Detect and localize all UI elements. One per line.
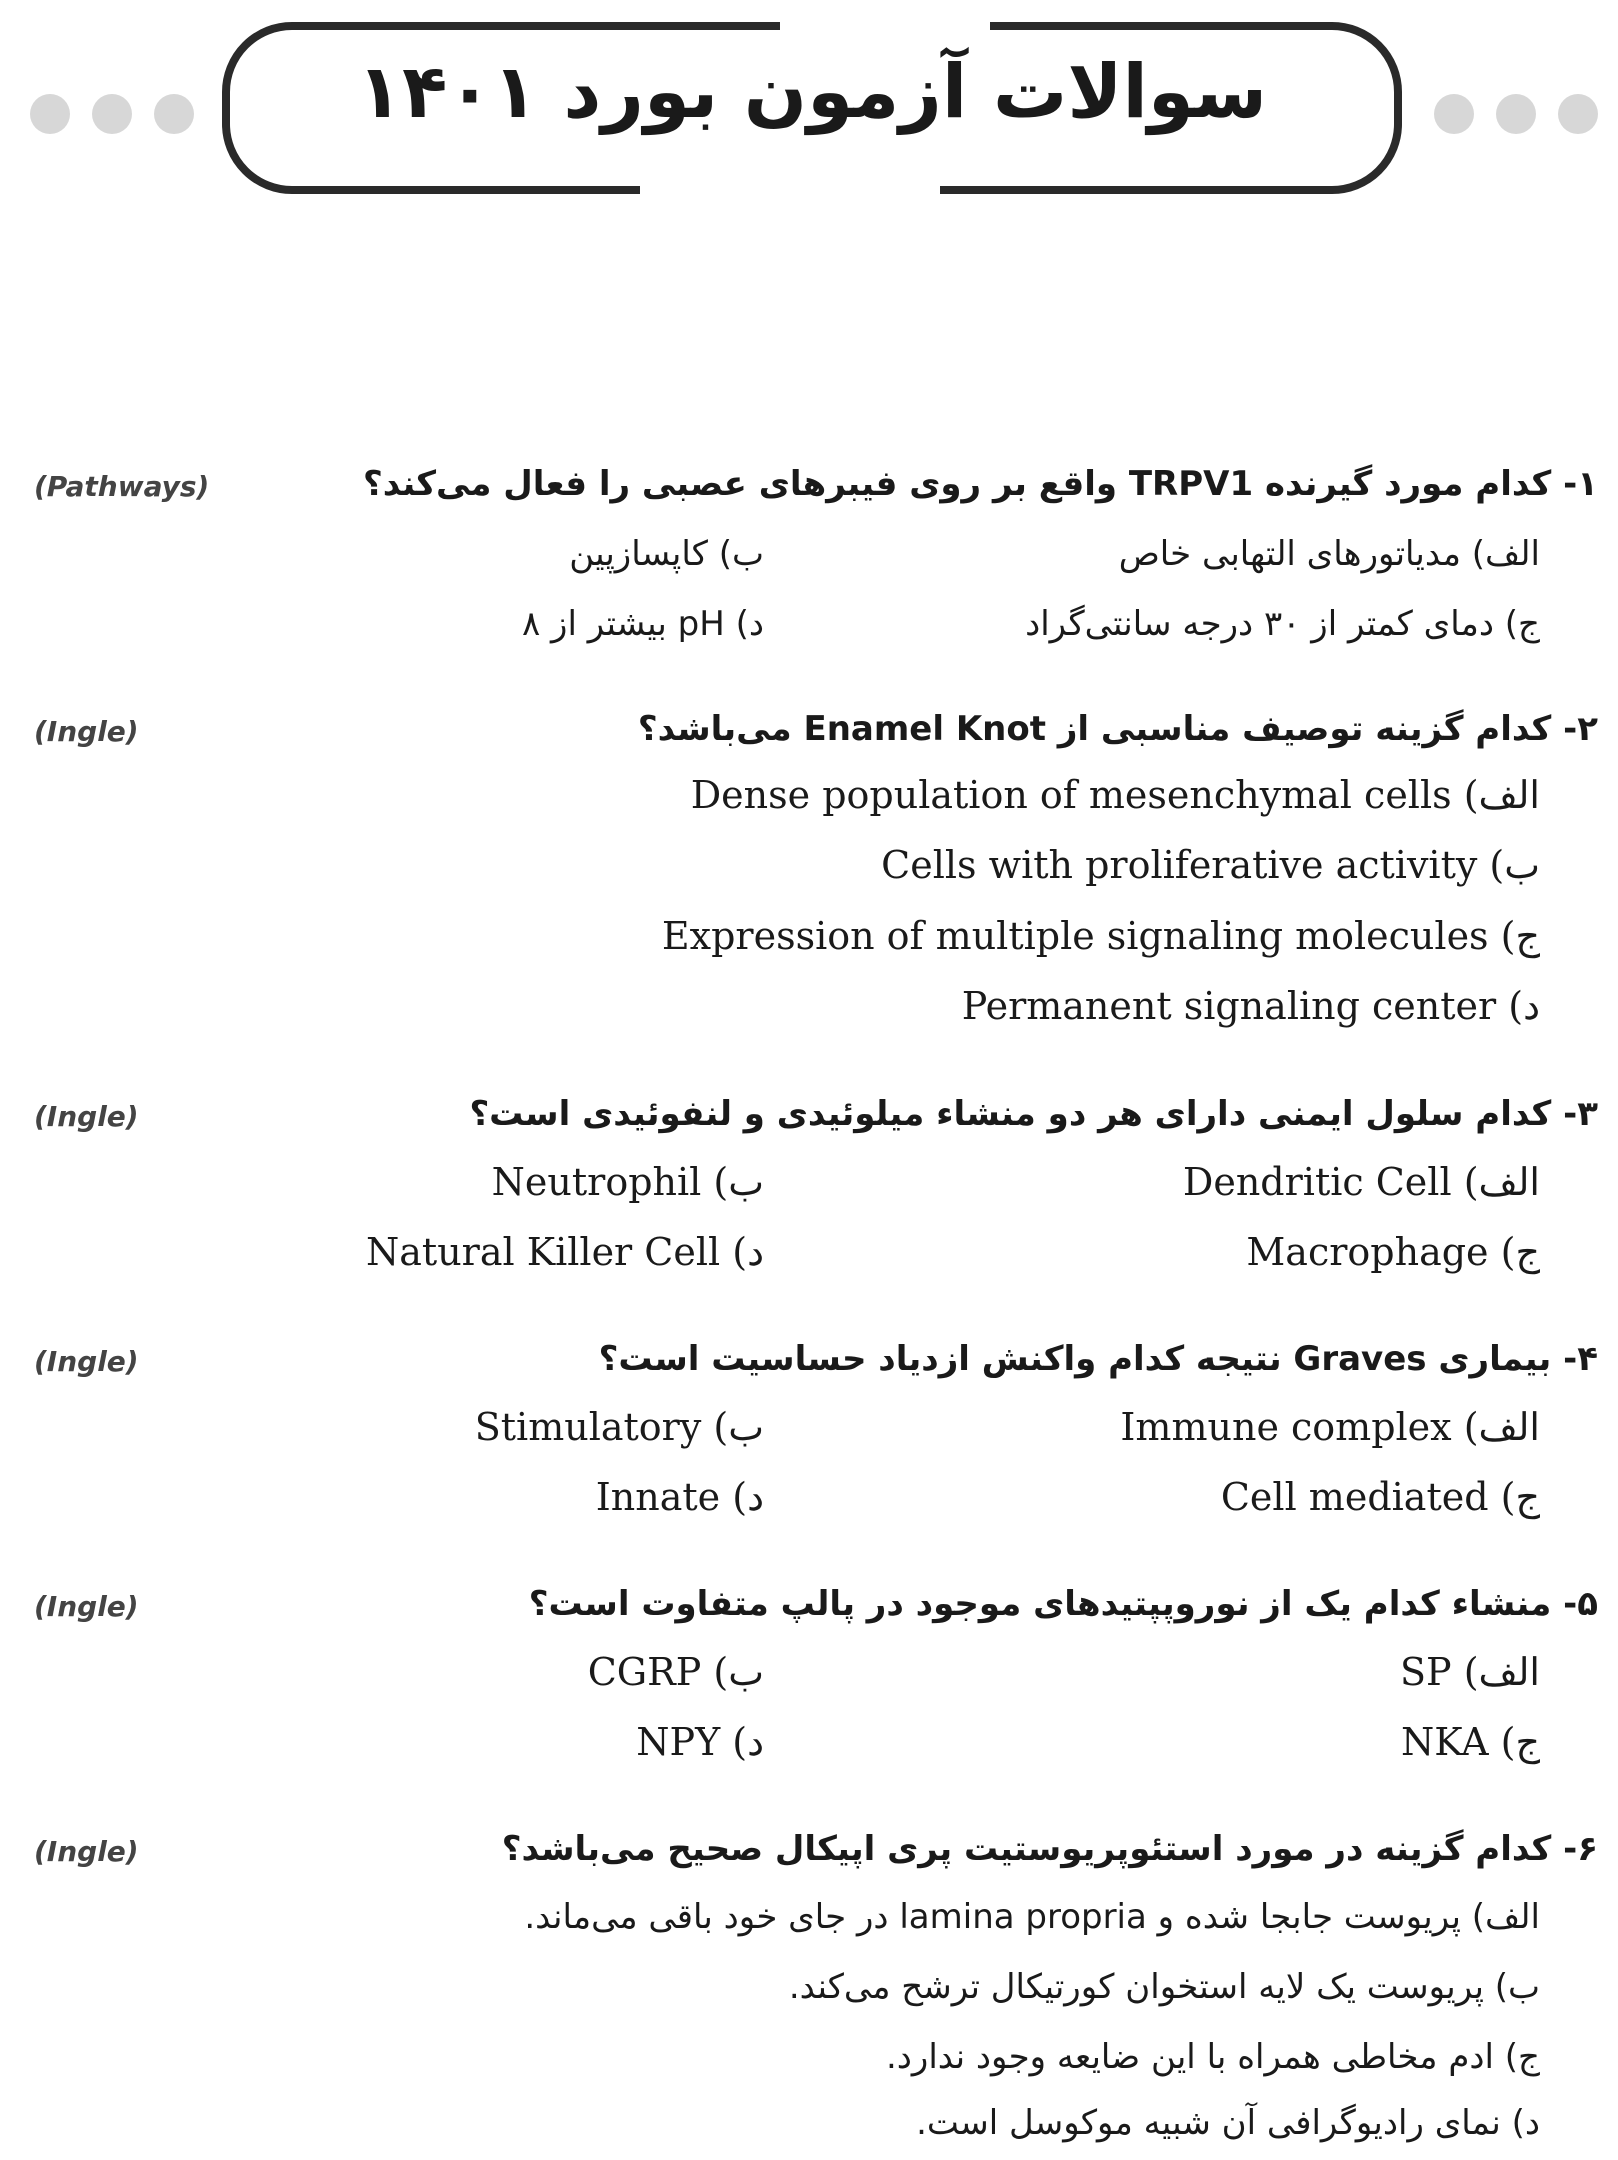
option-c: ج) Expression of multiple signaling molecules: [661, 914, 1540, 958]
question-source: (Ingle): [34, 1590, 139, 1623]
dot-icon: [154, 94, 194, 134]
option-a: الف) Immune complex: [1120, 1405, 1540, 1449]
option-b: ب) Neutrophil: [491, 1160, 764, 1204]
option-d: د) Permanent signaling center: [961, 984, 1540, 1028]
option-a: الف) مدیاتورهای التهابی خاص: [1118, 534, 1540, 574]
dot-icon: [30, 94, 70, 134]
option-b: ب) CGRP: [587, 1650, 764, 1694]
question-text: ۳- کدام سلول ایمنی دارای هر دو منشاء میلوئیدی و لنفوئیدی است؟: [469, 1094, 1598, 1134]
option-c: ج) دمای کمتر از ۳۰ درجه سانتی‌گراد: [1025, 604, 1540, 644]
option-a: الف) Dense population of mesenchymal cells: [690, 773, 1540, 817]
option-d: د) نمای رادیوگرافی آن شبیه موکوسل است.: [916, 2103, 1540, 2143]
option-d: د) Natural Killer Cell: [366, 1230, 764, 1274]
option-b: ب) Stimulatory: [474, 1405, 764, 1449]
decorative-dots-left: [30, 94, 194, 134]
option-c: ج) Cell mediated: [1220, 1475, 1540, 1519]
dot-icon: [1434, 94, 1474, 134]
option-a: الف) Dendritic Cell: [1182, 1160, 1540, 1204]
frame-gap: [780, 14, 990, 34]
option-a: الف) SP: [1400, 1650, 1540, 1694]
option-b: ب) Cells with proliferative activity: [881, 843, 1540, 887]
dot-icon: [1496, 94, 1536, 134]
question-text: ۲- کدام گزینه توصیف مناسبی از Enamel Knot می‌باشد؟: [637, 709, 1598, 749]
question-text: ۶- کدام گزینه در مورد استئوپریوستیت پری اپیکال صحیح می‌باشد؟: [501, 1829, 1598, 1869]
option-d: د) NPY: [636, 1720, 764, 1764]
option-b: ب) پریوست یک لایه استخوان کورتیکال ترشح می‌کند.: [788, 1967, 1540, 2007]
page-title: سوالات آزمون بورد ۱۴۰۱: [356, 49, 1268, 135]
option-b: ب) کاپسازپین: [569, 534, 764, 574]
dot-icon: [92, 94, 132, 134]
dot-icon: [1558, 94, 1598, 134]
question-source: (Ingle): [34, 1100, 139, 1133]
decorative-dots-right: [1434, 94, 1598, 134]
option-c: ج) NKA: [1401, 1720, 1540, 1764]
question-text: ۵- منشاء کدام یک از نوروپپتیدهای موجود در پالپ متفاوت است؟: [528, 1584, 1598, 1624]
option-a: الف) پریوست جابجا شده و lamina propria در جای خود باقی می‌ماند.: [524, 1897, 1540, 1937]
page-header: [0, 0, 1618, 220]
option-d: د) Innate: [595, 1475, 764, 1519]
question-source: (Ingle): [34, 1835, 139, 1868]
question-source: (Ingle): [34, 1345, 139, 1378]
question-source: (Ingle): [34, 715, 139, 748]
question-text: ۱- کدام مورد گیرنده TRPV1 واقع بر روی فیبرهای عصبی را فعال می‌کند؟: [362, 464, 1598, 504]
frame-gap: [640, 184, 940, 204]
option-c: ج) Macrophage: [1246, 1230, 1540, 1274]
option-d: د) pH بیشتر از ۸: [521, 604, 764, 644]
question-source: (Pathways): [34, 470, 210, 503]
question-text: ۴- بیماری Graves نتیجه کدام واکنش ازدیاد حساسیت است؟: [598, 1339, 1598, 1379]
option-c: ج) ادم مخاطی همراه با این ضایعه وجود ندارد.: [885, 2037, 1540, 2077]
